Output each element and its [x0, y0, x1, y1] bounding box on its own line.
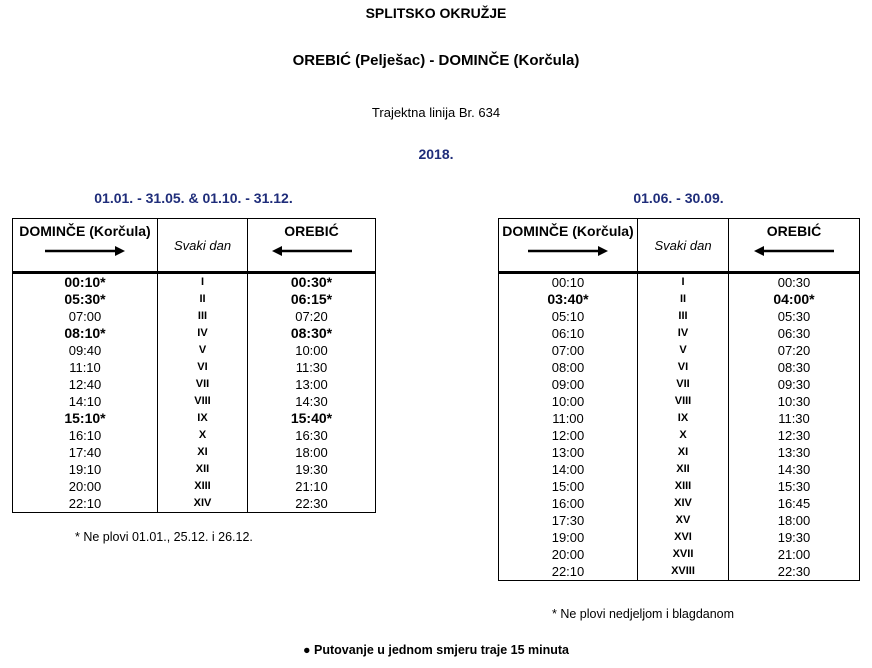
- table-row: [13, 359, 376, 376]
- departure-domince: 19:00: [499, 529, 638, 546]
- route-title: OREBIĆ (Pelješac) - DOMINČE (Korčula): [292, 52, 580, 69]
- period-right-label: 01.06. - 30.09.: [633, 190, 724, 206]
- departure-orebic: 15:40*: [248, 410, 376, 427]
- departure-domince: 03:40*: [499, 291, 638, 308]
- departure-orebic: 07:20: [248, 308, 376, 325]
- header-from-label: DOMINČE (Korčula): [502, 223, 634, 239]
- departure-orebic: 10:30: [729, 393, 860, 410]
- table-row: [13, 376, 376, 393]
- note-right: * Ne plovi nedjeljom i blagdanom: [552, 607, 735, 621]
- sailing-number: VII: [638, 376, 729, 393]
- departure-orebic: 14:30: [729, 461, 860, 478]
- table-row: [13, 291, 376, 308]
- table-row: [13, 495, 376, 513]
- departure-orebic: 21:10: [248, 478, 376, 495]
- departure-domince: 07:00: [499, 342, 638, 359]
- departure-domince: 08:00: [499, 359, 638, 376]
- departure-orebic: 16:45: [729, 495, 860, 512]
- departure-domince: 14:00: [499, 461, 638, 478]
- departure-domince: 20:00: [13, 478, 158, 495]
- departure-domince: 07:00: [13, 308, 158, 325]
- departure-domince: 17:40: [13, 444, 158, 461]
- departure-orebic: 18:00: [729, 512, 860, 529]
- departure-domince: 08:10*: [13, 325, 158, 342]
- table-row: [13, 273, 376, 292]
- arrow-right-icon: [528, 246, 608, 256]
- sailing-number: III: [638, 308, 729, 325]
- sailing-number: XV: [638, 512, 729, 529]
- departure-domince: 06:10: [499, 325, 638, 342]
- header-to: [248, 219, 376, 273]
- departure-domince: 12:00: [499, 427, 638, 444]
- departure-orebic: 00:30*: [248, 273, 376, 292]
- sailing-number: XIII: [638, 478, 729, 495]
- departure-orebic: 11:30: [729, 410, 860, 427]
- timetable-left: [12, 218, 376, 513]
- departure-domince: 16:10: [13, 427, 158, 444]
- departure-domince: 05:10: [499, 308, 638, 325]
- table-row: [499, 359, 860, 376]
- table-row: [499, 410, 860, 427]
- departure-orebic: 22:30: [248, 495, 376, 513]
- table-row: [499, 546, 860, 563]
- departure-orebic: 10:00: [248, 342, 376, 359]
- departure-domince: 15:10*: [13, 410, 158, 427]
- departure-domince: 00:10: [499, 273, 638, 292]
- departure-domince: 15:00: [499, 478, 638, 495]
- sailing-number: IX: [638, 410, 729, 427]
- departure-orebic: 13:00: [248, 376, 376, 393]
- table-row: [13, 393, 376, 410]
- departure-orebic: 06:15*: [248, 291, 376, 308]
- departure-orebic: 08:30: [729, 359, 860, 376]
- table-row: [499, 444, 860, 461]
- departure-domince: 09:40: [13, 342, 158, 359]
- table-row: [499, 291, 860, 308]
- departure-domince: 12:40: [13, 376, 158, 393]
- header-to: [729, 219, 860, 273]
- footer-note: ● Putovanje u jednom smjeru traje 15 minuta: [303, 643, 569, 657]
- departure-orebic: 09:30: [729, 376, 860, 393]
- arrow-left-icon: [754, 246, 834, 256]
- table-row: [499, 376, 860, 393]
- sailing-number: XII: [638, 461, 729, 478]
- sailing-number: II: [158, 291, 248, 308]
- table-row: [13, 478, 376, 495]
- sailing-number: IX: [158, 410, 248, 427]
- header-from-label: DOMINČE (Korčula): [19, 223, 151, 239]
- arrow-right-icon: [45, 246, 125, 256]
- table-row: [13, 427, 376, 444]
- note-left: * Ne plovi 01.01., 25.12. i 26.12.: [75, 530, 253, 544]
- sailing-number: IV: [158, 325, 248, 342]
- sailing-number: II: [638, 291, 729, 308]
- header-day: Svaki dan: [158, 219, 248, 273]
- departure-domince: 20:00: [499, 546, 638, 563]
- table-row: [13, 410, 376, 427]
- departure-domince: 00:10*: [13, 273, 158, 292]
- table-row: [499, 478, 860, 495]
- header-to-label: OREBIĆ: [284, 223, 339, 239]
- sailing-number: X: [158, 427, 248, 444]
- line-number: Trajektna linija Br. 634: [371, 105, 501, 120]
- departure-domince: 11:10: [13, 359, 158, 376]
- departure-orebic: 18:00: [248, 444, 376, 461]
- sailing-number: X: [638, 427, 729, 444]
- table-row: [499, 273, 860, 292]
- departure-domince: 05:30*: [13, 291, 158, 308]
- departure-orebic: 21:00: [729, 546, 860, 563]
- sailing-number: IV: [638, 325, 729, 342]
- departure-orebic: 15:30: [729, 478, 860, 495]
- table-row: [499, 427, 860, 444]
- departure-orebic: 13:30: [729, 444, 860, 461]
- departure-orebic: 05:30: [729, 308, 860, 325]
- table-row: [13, 342, 376, 359]
- table-row: [499, 529, 860, 546]
- sailing-number: XVI: [638, 529, 729, 546]
- table-row: [499, 563, 860, 581]
- departure-domince: 22:10: [499, 563, 638, 581]
- departure-domince: 11:00: [499, 410, 638, 427]
- departure-domince: 13:00: [499, 444, 638, 461]
- header-from: [499, 219, 638, 273]
- departure-domince: 10:00: [499, 393, 638, 410]
- sailing-number: VII: [158, 376, 248, 393]
- header-from: [13, 219, 158, 273]
- sailing-number: VIII: [158, 393, 248, 410]
- table-row: [13, 308, 376, 325]
- year-title: 2018.: [418, 146, 454, 162]
- sailing-number: XVII: [638, 546, 729, 563]
- departure-orebic: 11:30: [248, 359, 376, 376]
- departure-domince: 14:10: [13, 393, 158, 410]
- departure-orebic: 08:30*: [248, 325, 376, 342]
- sailing-number: III: [158, 308, 248, 325]
- period-left-label: 01.01. - 31.05. & 01.10. - 31.12.: [94, 190, 293, 206]
- sailing-number: VI: [638, 359, 729, 376]
- table-row: [499, 308, 860, 325]
- departure-orebic: 06:30: [729, 325, 860, 342]
- departure-domince: 22:10: [13, 495, 158, 513]
- table-row: [13, 325, 376, 342]
- table-row: [499, 495, 860, 512]
- departure-orebic: 00:30: [729, 273, 860, 292]
- departure-domince: 19:10: [13, 461, 158, 478]
- sailing-number: V: [158, 342, 248, 359]
- sailing-number: I: [638, 273, 729, 292]
- sailing-number: XIII: [158, 478, 248, 495]
- departure-orebic: 07:20: [729, 342, 860, 359]
- sailing-number: XII: [158, 461, 248, 478]
- header-day: Svaki dan: [638, 219, 729, 273]
- sailing-number: XI: [638, 444, 729, 461]
- departure-orebic: 04:00*: [729, 291, 860, 308]
- sailing-number: XVIII: [638, 563, 729, 581]
- departure-orebic: 22:30: [729, 563, 860, 581]
- table-row: [499, 342, 860, 359]
- departure-orebic: 12:30: [729, 427, 860, 444]
- table-row: [13, 461, 376, 478]
- table-row: [13, 444, 376, 461]
- sailing-number: V: [638, 342, 729, 359]
- sailing-number: VI: [158, 359, 248, 376]
- departure-orebic: 16:30: [248, 427, 376, 444]
- arrow-left-icon: [272, 246, 352, 256]
- sailing-number: XI: [158, 444, 248, 461]
- sailing-number: XIV: [158, 495, 248, 513]
- table-row: [499, 325, 860, 342]
- sailing-number: I: [158, 273, 248, 292]
- departure-orebic: 19:30: [248, 461, 376, 478]
- departure-orebic: 19:30: [729, 529, 860, 546]
- timetable-right: [498, 218, 860, 581]
- departure-domince: 16:00: [499, 495, 638, 512]
- region-title: SPLITSKO OKRUŽJE: [365, 5, 507, 21]
- departure-orebic: 14:30: [248, 393, 376, 410]
- header-to-label: OREBIĆ: [766, 223, 822, 239]
- table-row: [499, 393, 860, 410]
- table-row: [499, 461, 860, 478]
- departure-domince: 09:00: [499, 376, 638, 393]
- table-row: [499, 512, 860, 529]
- departure-domince: 17:30: [499, 512, 638, 529]
- sailing-number: XIV: [638, 495, 729, 512]
- sailing-number: VIII: [638, 393, 729, 410]
